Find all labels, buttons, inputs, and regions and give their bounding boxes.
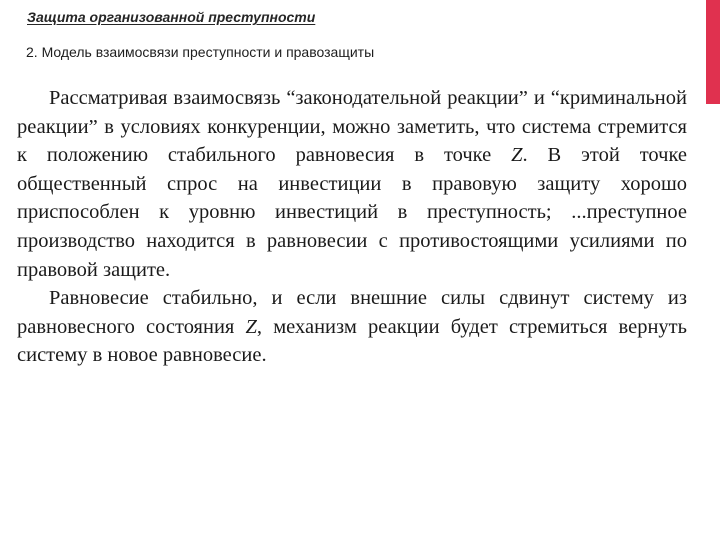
variable-z: Z — [245, 315, 257, 338]
variable-z: Z — [511, 144, 523, 167]
slide-subtitle: 2. Модель взаимосвязи преступности и правозащиты — [26, 44, 375, 60]
section-title: Защита организованной преступности — [27, 9, 316, 25]
body-text — [17, 84, 687, 370]
paragraph-1-text-a: Рассматривая взаимосвязь “законодательной реакции” и “криминальной реакции” в условиях конкуренции, можно заметить, что система стремится к положению стабильного равновесия в точке — [17, 87, 687, 167]
paragraph-1 — [17, 84, 687, 284]
paragraph-1-text-b: . В этой точке общественный спрос на инвестиции в правовую защиту хорошо приспособлен к уровню инвестиций в преступность; ...преступное производство находится в равновесии с противостоящими усилиями по правовой защите. — [17, 144, 687, 281]
paragraph-2 — [17, 284, 687, 370]
paragraph-2-text-b: , механизм реакции будет стремиться вернуть систему в новое равновесие. — [17, 315, 687, 367]
paragraph-2-text-a: Равновесие стабильно, и если внешние силы сдвинут систему из равновесного состояния — [17, 287, 687, 338]
accent-bar — [706, 0, 720, 104]
